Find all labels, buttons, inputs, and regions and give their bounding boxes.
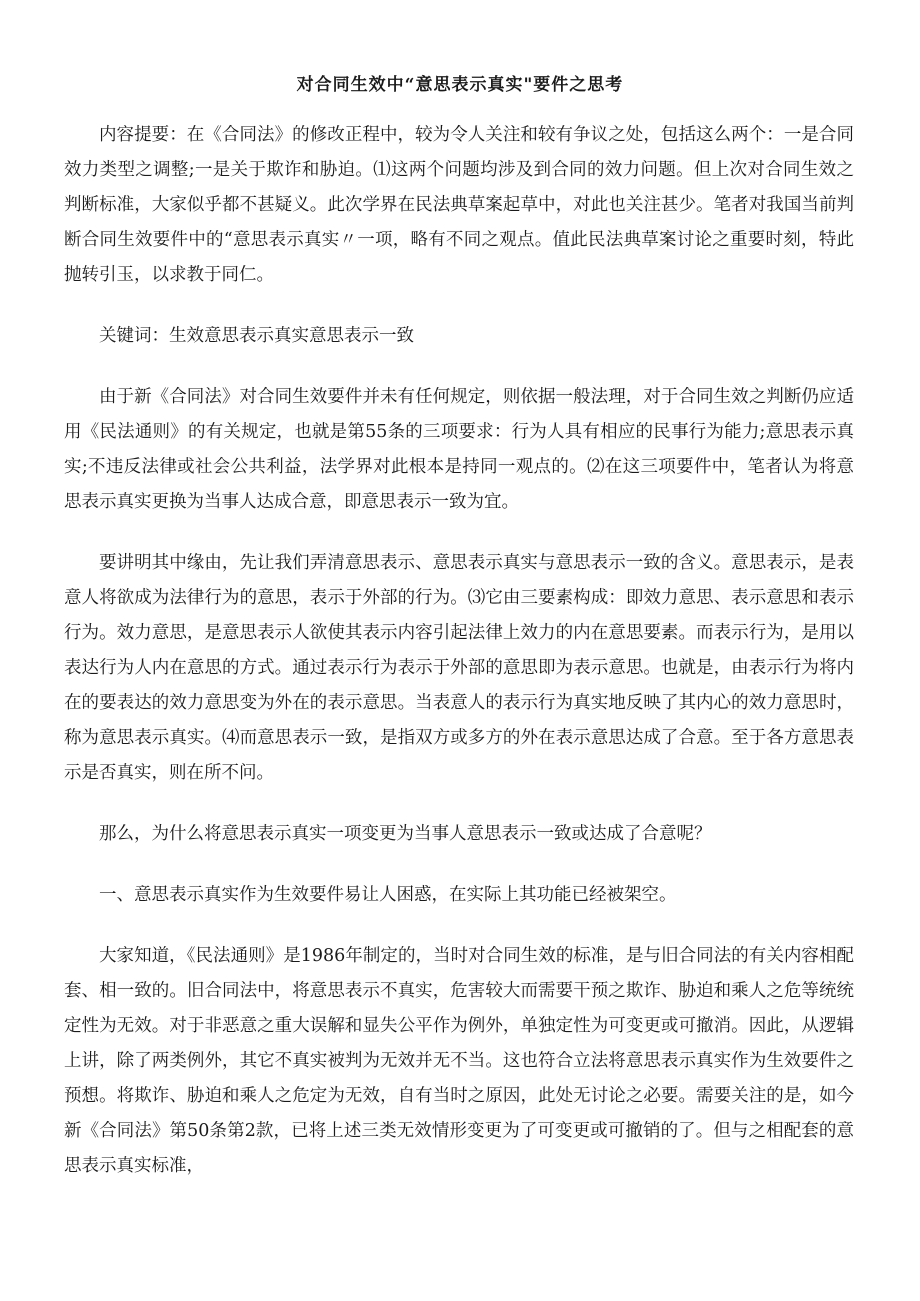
paragraph-keywords: 关键词：生效意思表示真实意思表示一致 — [99, 326, 414, 346]
paragraph-body: 大家知道，《民法通则》是1986年制定的，当时对合同生效的标准，是与旧合同法的有关内容相配套、相一致的。旧合同法中，将意思表示不真实，危害较大而需要干预之欺诈、胁迫和乘人之危等统统定性为无效。对于非恶意之重大误解和显失公平作为例外，单独定性为可变更或可撤消。因此，从逻辑上讲，除了两类例外，其它不真实被判为无效并无不当。这也符合立法将意思表示真实作为生效要件之预想。将欺诈、胁迫和乘人之危定为无效，自有当时之原因，此处无讨论之必要。需要关注的是，如今新《合同法》第50条第2款，已将上述三类无效情形变更为了可变更或可撤销的了。但与之相配套的意思表示真实标准， — [64, 946, 854, 1176]
paragraph-question: 那么，为什么将意思表示真实一项变更为当事人意思表示一致或达成了合意呢？ — [99, 824, 712, 844]
paragraph-body: 由于新《合同法》对合同生效要件并未有任何规定，则依据一般法理，对于合同生效之判断仍应适用《民法通则》的有关规定，也就是第55条的三项要求：行为人具有相应的民事行为能力;意思表示真实;不违反法律或社会公共利益，法学界对此根本是持同一观点的。⑵在这三项要件中，笔者认为将意思表示真实更换为当事人达成合意，即意思表示一致为宜。 — [64, 387, 854, 512]
section-heading: 一、意思表示真实作为生效要件易让人困惑，在实际上其功能已经被架空。 — [99, 885, 677, 905]
document-body — [64, 118, 854, 1210]
document-title: 对合同生效中“意思表示真实"要件之思考 — [296, 75, 624, 95]
paragraph-abstract: 内容提要：在《合同法》的修改正程中，较为令人关注和较有争议之处，包括这么两个：一是合同效力类型之调整;一是关于欺诈和胁迫。⑴这两个问题均涉及到合同的效力问题。但上次对合同生效之判断标准，大家似乎都不甚疑义。此次学界在民法典草案起草中，对此也关注甚少。笔者对我国当前判断合同生效要件中的“意思表示真实〃一项，略有不同之观点。值此民法典草案讨论之重要时刻，特此抛转引玉，以求教于同仁。 — [64, 125, 854, 285]
paragraph-body: 要讲明其中缘由，先让我们弄清意思表示、意思表示真实与意思表示一致的含义。意思表示，是表意人将欲成为法律行为的意思，表示于外部的行为。⑶它由三要素构成：即效力意思、表示意思和表示行为。效力意思，是意思表示人欲使其表示内容引起法律上效力的内在意思要素。而表示行为，是用以表达行为人内在意思的方式。通过表示行为表示于外部的意思即为表示意思。也就是，由表示行为将内在的要表达的效力意思变为外在的表示意思。当表意人的表示行为真实地反映了其内心的效力意思时，称为意思表示真实。⑷而意思表示一致，是指双方或多方的外在表示意思达成了合意。至于各方意思表示是否真实，则在所不问。 — [64, 553, 854, 783]
